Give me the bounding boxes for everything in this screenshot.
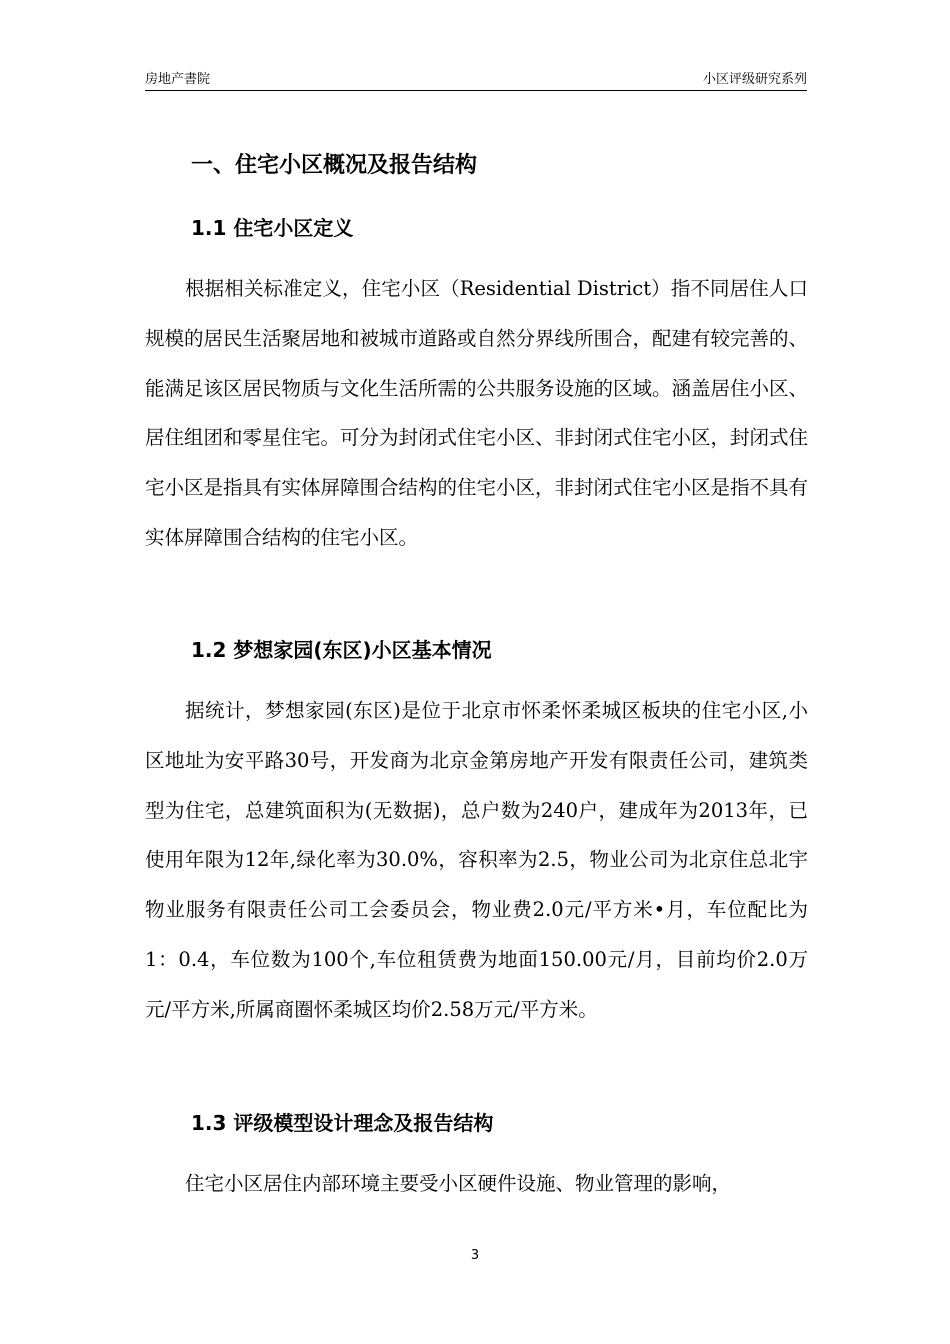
header-publisher: 房地产書院 (145, 72, 211, 87)
page-number: 3 (470, 1248, 480, 1263)
paragraph-model-design: 住宅小区居住内部环境主要受小区硬件设施、物业管理的影响， (185, 1172, 732, 1195)
section-heading: 一、住宅小区概况及报告结构 (191, 153, 478, 178)
subsection-heading-1-1: 1.1 住宅小区定义 (191, 216, 354, 240)
page-header (145, 66, 807, 91)
subsection-heading-1-2: 1.2 梦想家园(东区)小区基本情况 (191, 638, 492, 662)
subsection-heading-1-3: 1.3 评级模型设计理念及报告结构 (191, 1111, 494, 1135)
paragraph-definition: 根据相关标准定义，住宅小区（Residential District）指不同居住人口规模的居民生活聚居地和被城市道路或自然分界线所围合，配建有较完善的、能满足该区居民物质与文化生活所需的公共服务设施的区域。涵盖居住小区、居住组团和零星住宅。可分为封闭式住宅小区、非封闭式住宅小区，封闭式住宅小区是指具有实体屏障围合结构的住宅小区，非封闭式住宅小区是指不具有实体屏障围合结构的住宅小区。 (145, 277, 809, 549)
paragraph-basic-info: 据统计，梦想家园(东区)是位于北京市怀柔怀柔城区板块的住宅小区,小区地址为安平路30号，开发商为北京金第房地产开发有限责任公司，建筑类型为住宅，总建筑面积为(无数据)，总户数为240户，建成年为2013年，已使用年限为12年,绿化率为30.0%，容积率为2.5，物业公司为北京住总北宇物业服务有限责任公司工会委员会，物业费2.0元/平方米•月，车位配比为1：0.4，车位数为100个,车位租赁费为地面150.00元/月，目前均价2.0万元/平方米,所属商圈怀柔城区均价2.58万元/平方米。 (145, 699, 808, 1021)
header-series-title: 小区评级研究系列 (702, 72, 807, 87)
